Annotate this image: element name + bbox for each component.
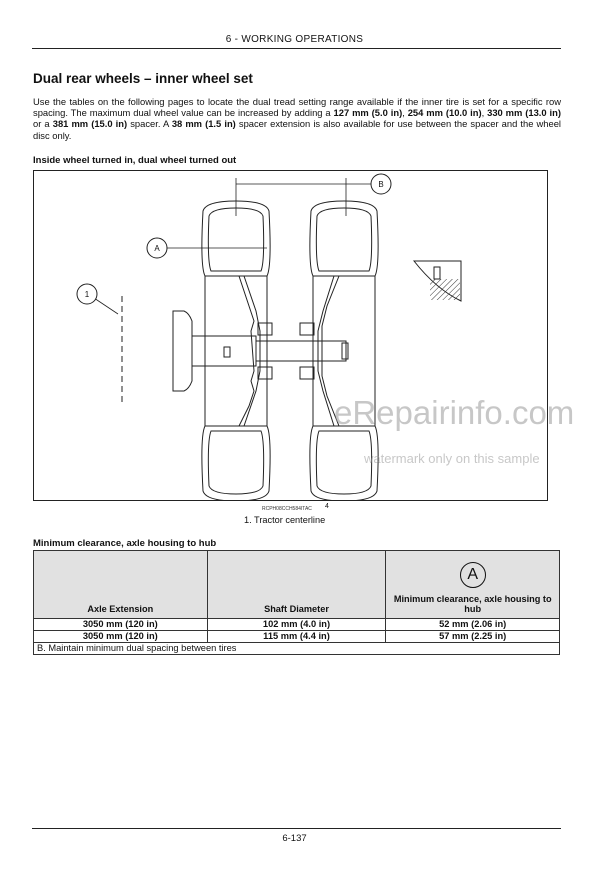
section-header: 6 - WORKING OPERATIONS bbox=[225, 34, 364, 45]
callout-a-symbol: A bbox=[460, 562, 486, 588]
cell-clearance: 52 mm (2.06 in) bbox=[386, 619, 560, 631]
figure-heading: Inside wheel turned in, dual wheel turned out bbox=[33, 155, 237, 166]
page-number: 6-137 bbox=[282, 833, 307, 844]
callout-a: A bbox=[154, 244, 160, 253]
cell-clearance: 57 mm (2.25 in) bbox=[386, 631, 560, 643]
callout-b: B bbox=[378, 180, 384, 189]
table-row bbox=[34, 619, 560, 631]
footer-rule bbox=[32, 828, 561, 829]
watermark-notice: watermark only on this sample bbox=[364, 451, 540, 466]
page-title: Dual rear wheels – inner wheel set bbox=[33, 71, 253, 86]
intro-paragraph: Use the tables on the following pages to locate the dual tread setting range available if the inner tire is set for a specific row spacing. The maximum dual wheel value can be increased by adding a 127 mm (5.0 in), 254 mm (10.0 in), 330 mm (13.0 in) or a 381 mm (15.0 in) spacer. A 38 mm (1.5 in) spacer extension is also available for use between the spacer and the wheel disc only. bbox=[33, 96, 561, 141]
cell-extension: 3050 mm (120 in) bbox=[34, 619, 208, 631]
table-header-row bbox=[34, 551, 560, 619]
header-min-clearance bbox=[386, 551, 560, 619]
cell-extension: 3050 mm (120 in) bbox=[34, 631, 208, 643]
header-axle-extension: Axle Extension bbox=[34, 551, 208, 619]
axle-shaft bbox=[256, 341, 346, 361]
inner-tire-bottom bbox=[202, 426, 270, 500]
header-min-clearance-label: Minimum clearance, axle housing to hub bbox=[393, 594, 552, 614]
table-heading: Minimum clearance, axle housing to hub bbox=[33, 538, 217, 549]
table-row bbox=[34, 631, 560, 643]
figure-number: 4 bbox=[325, 503, 329, 510]
cell-diameter: 102 mm (4.0 in) bbox=[207, 619, 386, 631]
axle-housing-flange bbox=[173, 311, 192, 391]
outer-tire-top bbox=[310, 201, 378, 276]
header-rule bbox=[32, 48, 561, 49]
clearance-table bbox=[33, 550, 560, 655]
callout-1: 1 bbox=[84, 290, 90, 299]
figure-caption: 1. Tractor centerline bbox=[244, 515, 326, 525]
cell-diameter: 115 mm (4.4 in) bbox=[207, 631, 386, 643]
header-shaft-diameter: Shaft Diameter bbox=[207, 551, 386, 619]
callout-markers bbox=[77, 174, 391, 304]
table-note: B. Maintain minimum dual spacing between tires bbox=[34, 643, 560, 655]
figure-code: RCPH08CCH584ITAC bbox=[262, 506, 312, 512]
table-note-row bbox=[34, 643, 560, 655]
watermark-logo-text: eRepairinfo.com bbox=[334, 394, 575, 431]
